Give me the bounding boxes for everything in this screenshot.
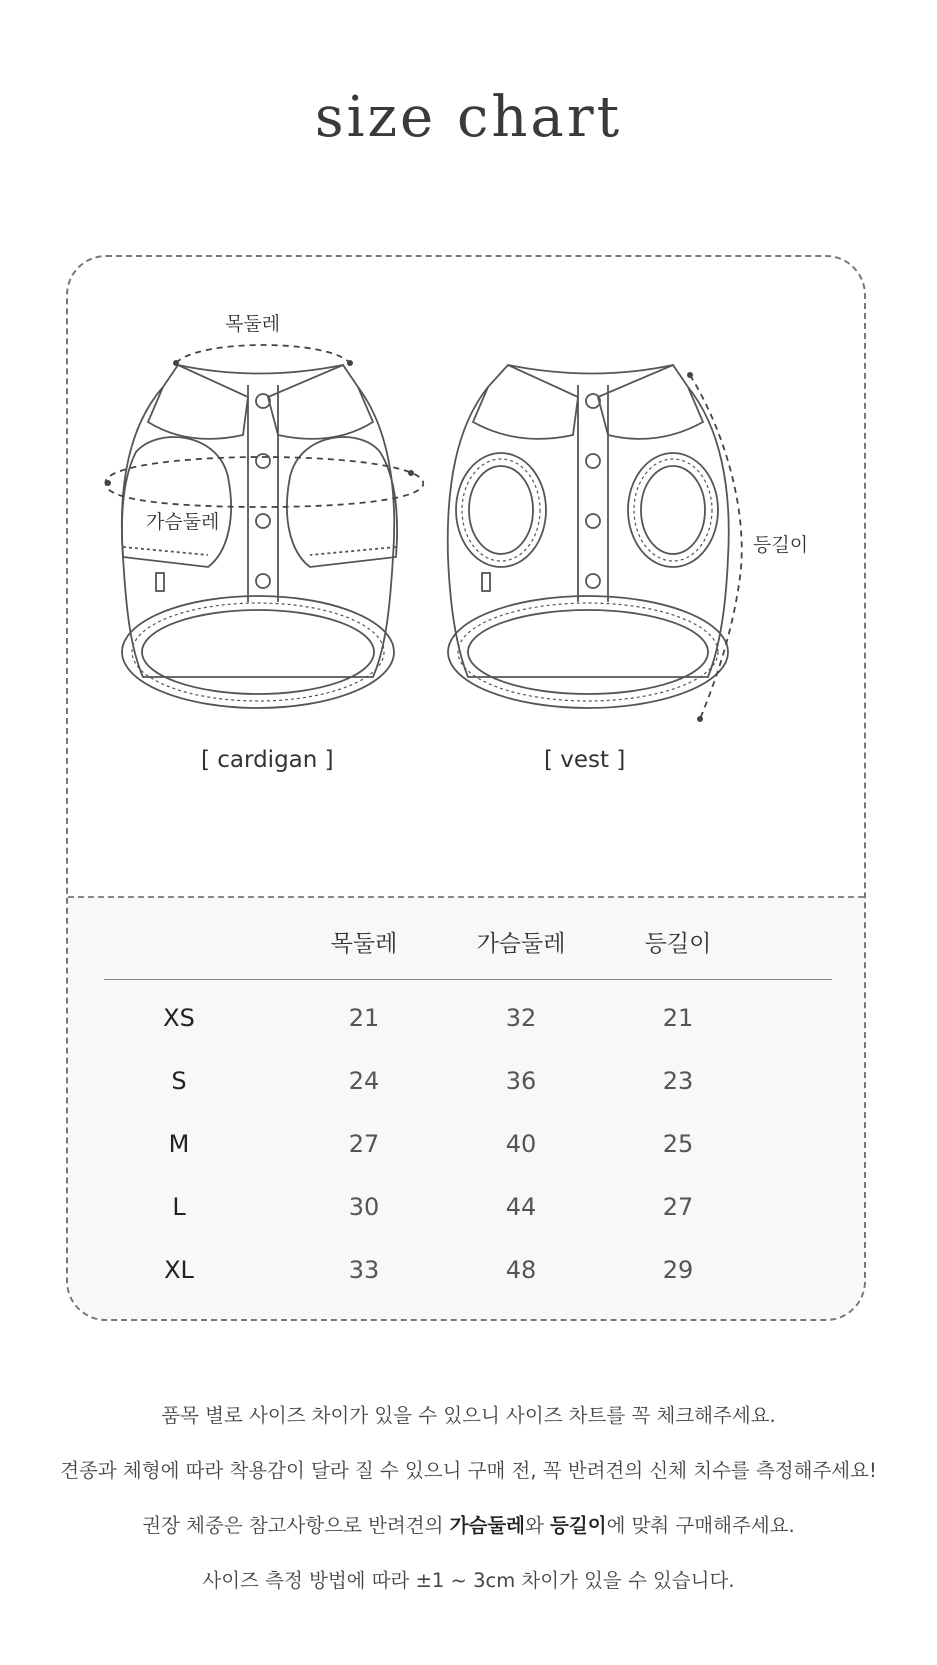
back-value: 27: [662, 1193, 694, 1221]
size-chart-card: [66, 255, 866, 1321]
chest-value: 44: [505, 1193, 537, 1221]
size-label: XS: [163, 1004, 195, 1032]
size-label: XL: [164, 1256, 194, 1284]
neck-value: 27: [348, 1130, 380, 1158]
neck-value: 33: [348, 1256, 380, 1284]
note-line-3: 권장 체중은 참고사항으로 반려견의 가슴둘레와 등길이에 맞춰 구매해주세요.: [142, 1514, 795, 1537]
size-label: L: [172, 1193, 186, 1221]
note-line-2: 견종과 체형에 따라 착용감이 달라 질 수 있으니 구매 전, 꼭 반려견의 신체 치수를 측정해주세요!: [60, 1459, 877, 1482]
garment-illustration: [68, 257, 866, 897]
chest-value: 48: [505, 1256, 537, 1284]
neck-value: 30: [348, 1193, 380, 1221]
chest-girth-label: 가슴둘레: [146, 511, 220, 533]
back-value: 25: [662, 1130, 694, 1158]
size-label: S: [171, 1067, 187, 1095]
note-line-1: 품목 별로 사이즈 차이가 있을 수 있으니 사이즈 차트를 꼭 체크해주세요.: [161, 1404, 776, 1427]
page-title: size chart: [314, 85, 623, 150]
chest-value: 36: [505, 1067, 537, 1095]
back-value: 23: [662, 1067, 694, 1095]
vest-drawing: [448, 365, 729, 708]
back-value: 21: [662, 1004, 694, 1032]
vest-caption: [ vest ]: [544, 747, 626, 773]
cardigan-drawing: [122, 365, 397, 708]
back-length-label: 등길이: [753, 534, 809, 556]
header-neck: 목둘레: [330, 931, 398, 957]
chest-value: 40: [505, 1130, 537, 1158]
chest-value: 32: [505, 1004, 537, 1032]
note-line-4: 사이즈 측정 방법에 따라 ±1 ~ 3cm 차이가 있을 수 있습니다.: [202, 1569, 735, 1592]
size-label: M: [168, 1130, 190, 1158]
neck-value: 24: [348, 1067, 380, 1095]
cardigan-caption: [ cardigan ]: [201, 747, 334, 773]
neck-girth-label: 목둘레: [225, 313, 281, 335]
header-divider: [104, 979, 832, 980]
chest-emphasis: 가슴둘레: [449, 1514, 525, 1537]
header-back: 등길이: [644, 931, 712, 957]
back-value: 29: [662, 1256, 694, 1284]
neck-value: 21: [348, 1004, 380, 1032]
header-chest: 가슴둘레: [476, 931, 566, 957]
back-emphasis: 등길이: [550, 1514, 607, 1537]
